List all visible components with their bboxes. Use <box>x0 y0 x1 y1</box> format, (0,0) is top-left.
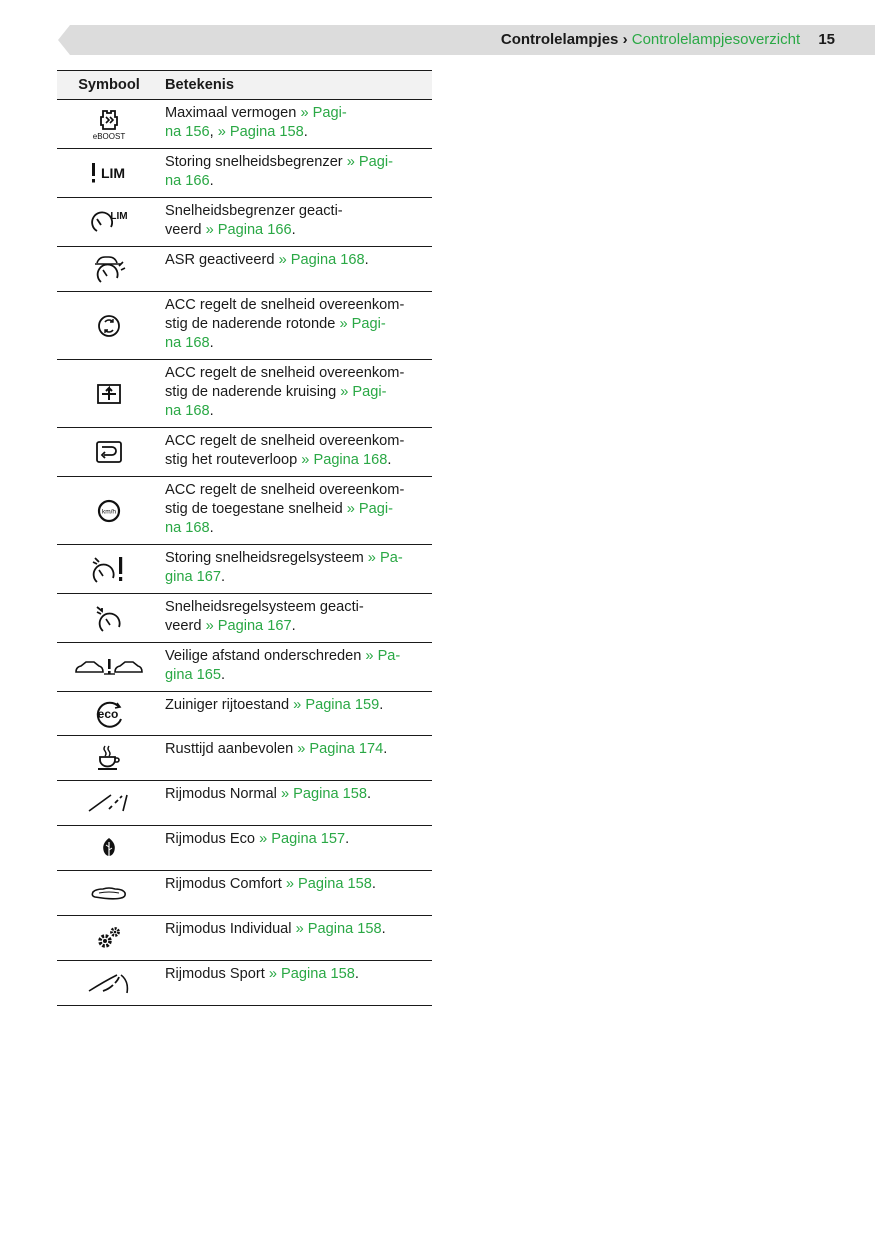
table-row <box>57 736 432 781</box>
table-row <box>57 360 432 428</box>
symbol-cell <box>57 826 161 871</box>
meaning-text: . <box>381 921 386 937</box>
page-link[interactable]: » Pagina 167 <box>205 618 292 634</box>
meaning-text: ACC regelt de snelheid overeenkom- <box>165 297 405 313</box>
meaning-cell <box>161 100 432 149</box>
table-header-row <box>57 71 432 100</box>
table-row <box>57 198 432 247</box>
meaning-cell <box>161 643 432 692</box>
table-row <box>57 826 432 871</box>
meaning-text: . <box>387 452 392 468</box>
speed-limit-icon <box>96 498 122 524</box>
table-row <box>57 292 432 360</box>
page-link[interactable]: » Pagina 158 <box>268 966 355 982</box>
meaning-cell <box>161 149 432 198</box>
meaning-cell <box>161 247 432 292</box>
coffee-cup-icon <box>95 744 123 772</box>
page-link[interactable]: » Pa- <box>365 648 401 664</box>
symbol-cell <box>57 736 161 781</box>
meaning-text: Rijmodus Eco <box>165 831 260 847</box>
eboost-icon <box>89 107 129 141</box>
symbol-cell <box>57 292 161 360</box>
symbol-cell <box>57 360 161 428</box>
meaning-text: . <box>383 741 388 757</box>
page-link[interactable]: » Pagina 158 <box>285 876 372 892</box>
meaning-text: . <box>371 876 376 892</box>
lim-fault-icon <box>87 160 131 186</box>
symbol-cell <box>57 477 161 545</box>
breadcrumb-section[interactable]: Controlelampjes <box>500 31 619 48</box>
breadcrumb-subsection[interactable]: Controlelampjesoverzicht <box>631 31 801 48</box>
meaning-cell <box>161 916 432 961</box>
kmh-label: km/h <box>101 508 117 515</box>
page-link[interactable]: » Pagina 157 <box>259 831 346 847</box>
symbol-cell <box>57 247 161 292</box>
page-link[interactable]: gina 165 <box>165 667 221 683</box>
page-link[interactable]: » Pagi- <box>340 384 387 400</box>
meaning-text: Storing snelheidsregelsysteem <box>165 550 368 566</box>
mode-eco-leaf-icon <box>99 836 119 860</box>
meaning-text: Rijmodus Sport <box>165 966 269 982</box>
symbol-cell <box>57 871 161 916</box>
eco-label: eco <box>97 706 119 721</box>
meaning-text: Rijmodus Individual <box>165 921 296 937</box>
table-row <box>57 692 432 736</box>
meaning-text: . <box>364 252 369 268</box>
meaning-text: ASR geactiveerd <box>165 252 279 268</box>
page-link[interactable]: na 168 <box>165 520 210 536</box>
page-link[interactable]: gina 167 <box>165 569 221 585</box>
table-row <box>57 477 432 545</box>
meaning-text: stig de naderende rotonde <box>165 316 340 332</box>
meaning-cell <box>161 292 432 360</box>
meaning-text: . <box>209 520 214 536</box>
page-link[interactable]: na 156 <box>165 124 210 140</box>
page-link[interactable]: » Pagina 158 <box>280 786 367 802</box>
meaning-text: . <box>209 403 214 419</box>
symbol-cell <box>57 961 161 1006</box>
table-row <box>57 594 432 643</box>
page-link[interactable]: » Pagina 166 <box>205 222 292 238</box>
meaning-text: veerd <box>165 618 206 634</box>
meaning-cell <box>161 545 432 594</box>
meaning-text: . <box>367 786 372 802</box>
meaning-text: . <box>291 222 296 238</box>
page-link[interactable]: » Pagina 159 <box>293 697 380 713</box>
meaning-cell <box>161 781 432 826</box>
table-row <box>57 247 432 292</box>
meaning-text: Storing snelheidsbegrenzer <box>165 154 347 170</box>
warning-lights-table <box>57 70 432 1006</box>
page-link[interactable]: » Pa- <box>367 550 403 566</box>
meaning-text: ACC regelt de snelheid overeenkom- <box>165 433 405 449</box>
meaning-text: ACC regelt de snelheid overeenkom- <box>165 482 405 498</box>
meaning-cell <box>161 692 432 736</box>
mode-sport-icon <box>85 971 133 995</box>
meaning-cell <box>161 871 432 916</box>
meaning-text: Rijmodus Normal <box>165 786 281 802</box>
meaning-text: . <box>303 124 308 140</box>
table-row <box>57 961 432 1006</box>
column-header-symbol: Symbool <box>57 71 161 100</box>
symbol-cell <box>57 545 161 594</box>
meaning-text: , <box>209 124 218 140</box>
page-link[interactable]: na 166 <box>165 173 210 189</box>
breadcrumb-separator: › <box>622 31 628 48</box>
meaning-cell <box>161 961 432 1006</box>
page-link[interactable]: » Pagina 168 <box>301 452 388 468</box>
meaning-text: Veilige afstand onderschreden <box>165 648 366 664</box>
meaning-cell <box>161 477 432 545</box>
lim-active-icon <box>87 207 131 237</box>
table-row <box>57 781 432 826</box>
symbol-cell <box>57 643 161 692</box>
eboost-label: eBOOST <box>92 132 126 141</box>
roundabout-icon <box>96 313 122 339</box>
page-link[interactable]: » Pagi- <box>346 154 393 170</box>
meaning-text: . <box>209 335 214 351</box>
symbol-cell <box>57 198 161 247</box>
table-row <box>57 100 432 149</box>
table-row <box>57 545 432 594</box>
page-link[interactable]: » Pagina 158 <box>217 124 304 140</box>
column-header-meaning: Betekenis <box>161 71 432 100</box>
meaning-cell <box>161 736 432 781</box>
meaning-text: stig het routeverloop <box>165 452 302 468</box>
meaning-cell <box>161 360 432 428</box>
meaning-text: . <box>291 618 296 634</box>
meaning-text: Rusttijd aanbevolen <box>165 741 298 757</box>
meaning-text: Snelheidsregelsysteem geacti- <box>165 599 364 615</box>
page-link[interactable]: » Pagina 174 <box>297 741 384 757</box>
meaning-text: stig de naderende kruising <box>165 384 341 400</box>
symbol-cell <box>57 781 161 826</box>
meaning-text: stig de toegestane snelheid <box>165 501 347 517</box>
mode-normal-icon <box>85 791 133 815</box>
meaning-text: . <box>209 173 214 189</box>
table-row <box>57 149 432 198</box>
page-link[interactable]: » Pagi- <box>346 501 393 517</box>
cruise-fault-icon <box>89 554 129 584</box>
lim-label: LIM <box>110 211 128 222</box>
symbol-cell <box>57 692 161 736</box>
symbol-cell <box>57 149 161 198</box>
meaning-cell <box>161 594 432 643</box>
page-number: 15 <box>818 31 835 48</box>
meaning-cell <box>161 428 432 477</box>
asr-icon <box>91 254 127 284</box>
table-row <box>57 916 432 961</box>
meaning-text: . <box>221 667 226 683</box>
eco-icon <box>92 699 126 729</box>
symbol-cell <box>57 916 161 961</box>
meaning-text: . <box>379 697 384 713</box>
page-link[interactable]: na 168 <box>165 335 210 351</box>
table-row <box>57 871 432 916</box>
mode-individual-icon <box>95 925 123 951</box>
page-link[interactable]: » Pagi- <box>300 105 347 121</box>
lim-label: LIM <box>100 165 126 181</box>
meaning-text: Maximaal vermogen <box>165 105 301 121</box>
page-link[interactable]: » Pagi- <box>339 316 386 332</box>
meaning-cell <box>161 826 432 871</box>
meaning-text: Snelheidsbegrenzer geacti- <box>165 203 343 219</box>
symbol-cell <box>57 100 161 149</box>
meaning-text: Rijmodus Comfort <box>165 876 286 892</box>
mode-comfort-icon <box>89 883 129 903</box>
crossing-icon <box>96 383 122 405</box>
breadcrumb <box>501 30 835 50</box>
meaning-text: . <box>354 966 359 982</box>
cruise-active-icon <box>93 603 125 633</box>
symbol-cell <box>57 428 161 477</box>
meaning-text: veerd <box>165 222 206 238</box>
page-link[interactable]: na 168 <box>165 403 210 419</box>
meaning-text: . <box>221 569 226 585</box>
page-link[interactable]: » Pagina 168 <box>278 252 365 268</box>
meaning-text: . <box>345 831 350 847</box>
table-row <box>57 428 432 477</box>
symbol-cell <box>57 594 161 643</box>
meaning-text: ACC regelt de snelheid overeenkom- <box>165 365 405 381</box>
meaning-cell <box>161 198 432 247</box>
distance-warning-icon <box>73 656 145 678</box>
page-link[interactable]: » Pagina 158 <box>295 921 382 937</box>
route-curve-icon <box>95 440 123 464</box>
table-row <box>57 643 432 692</box>
meaning-text: Zuiniger rijtoestand <box>165 697 294 713</box>
